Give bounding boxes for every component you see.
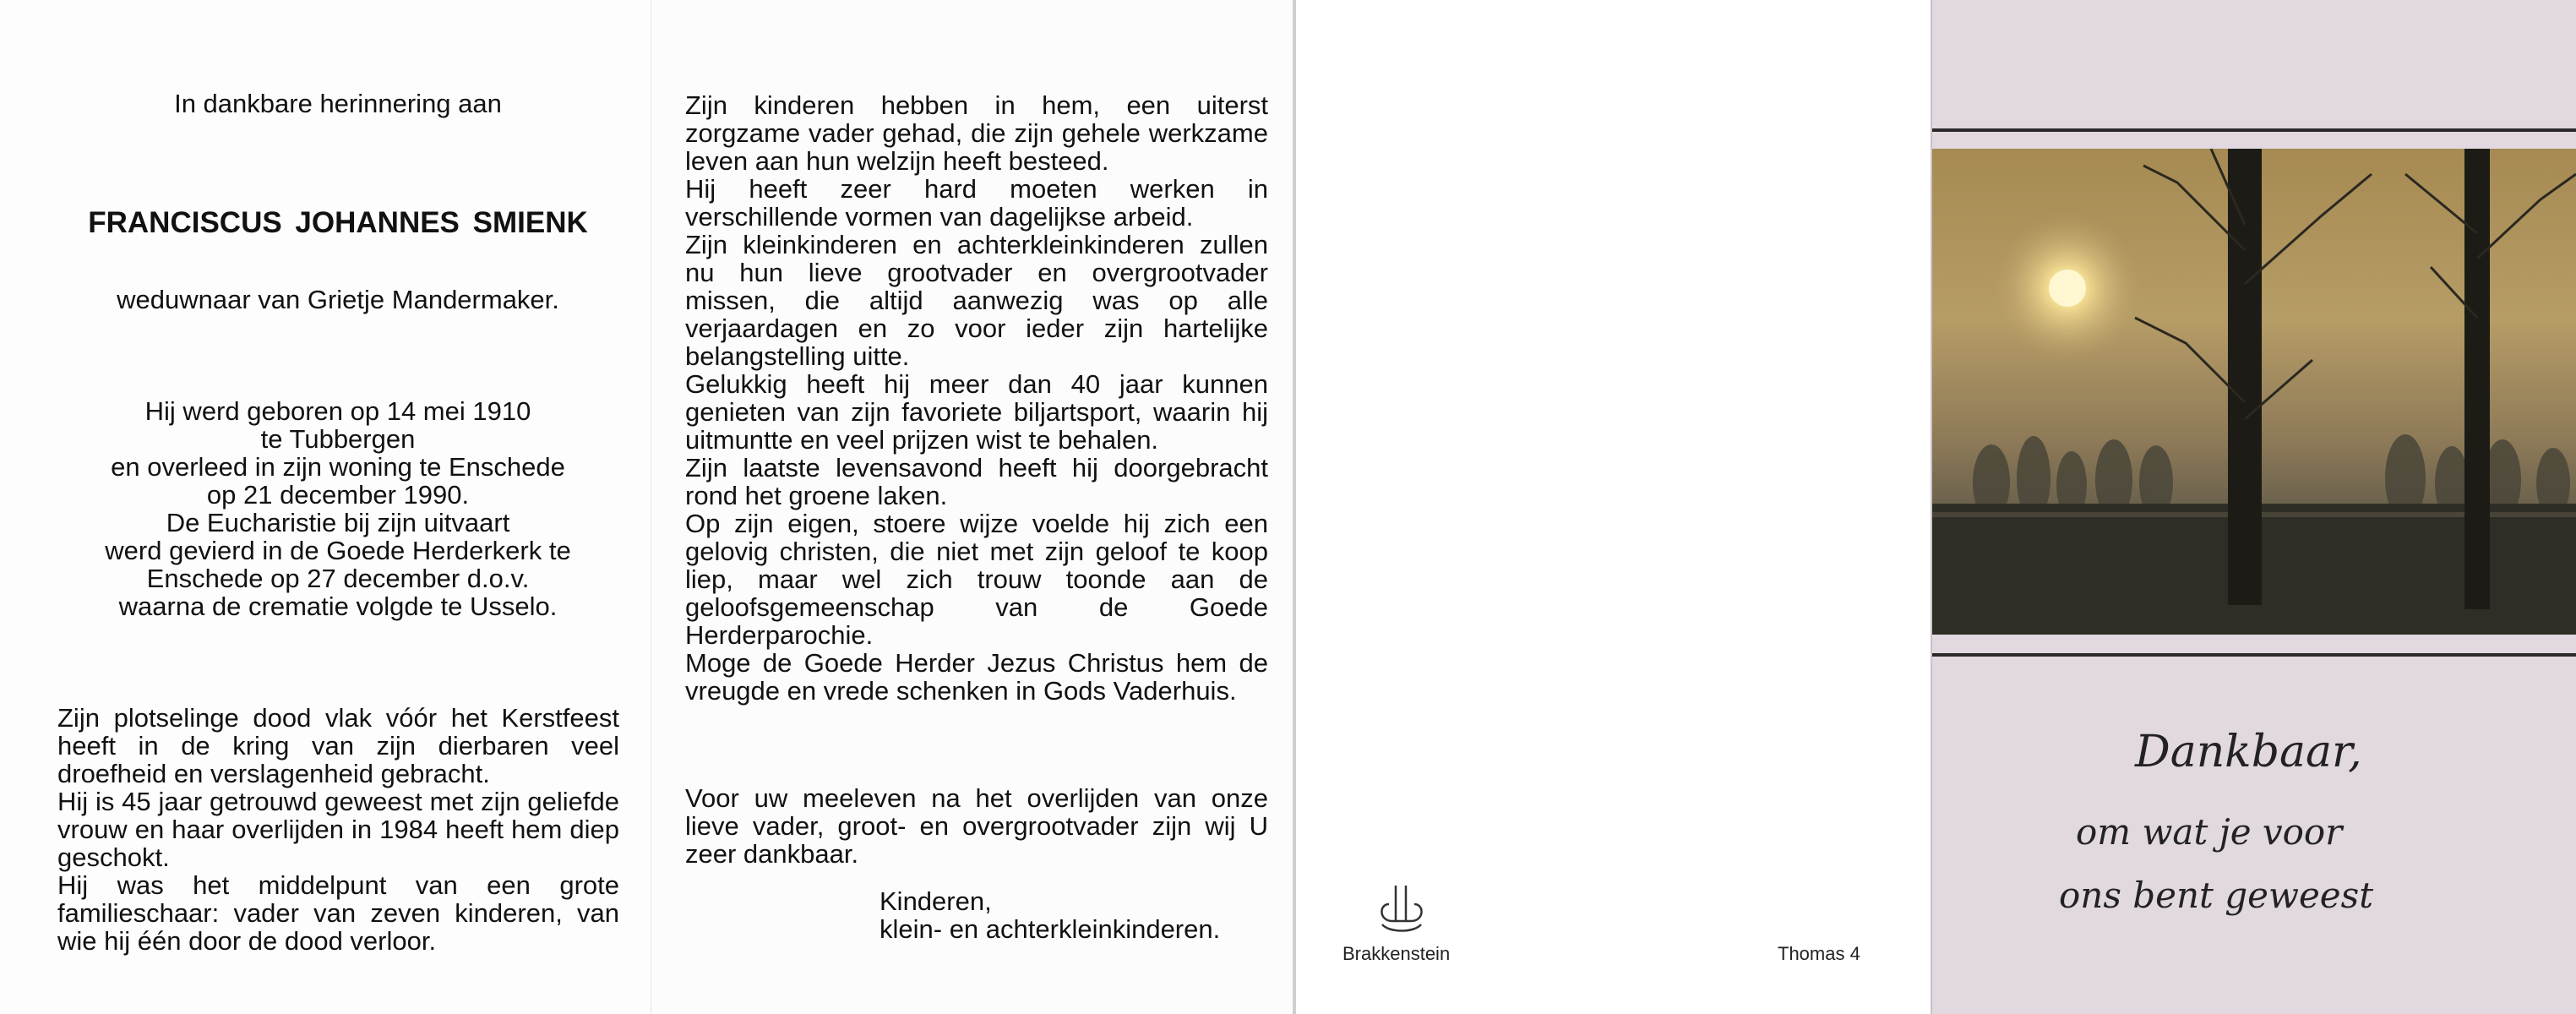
memorial-card-back-page	[1293, 0, 1931, 1014]
spouse-line: weduwnaar van Grietje Mandermaker.	[117, 285, 559, 314]
publisher-name: Brakkenstein	[1342, 943, 1451, 964]
motto-line-3: ons bent geweest	[2059, 875, 2374, 916]
signature: Kinderen, klein- en achterkleinkinderen.	[880, 886, 1221, 944]
memorial-card-left-page	[0, 0, 651, 1014]
landscape-photo	[1932, 149, 2576, 635]
memorial-card-middle-page	[651, 0, 1293, 1014]
bottom-rule	[1932, 653, 2576, 657]
life-details: Hij werd geboren op 14 mei 1910 te Tubbergen en overleed in zijn woning te Enschede op 21 december 1990. De Eucharistie bij zijn uitvaart werd gevierd in de Goede Herderkerk te Enschede op 27 december d.o.v. waarna de crematie volgde te Usselo.	[105, 396, 571, 621]
thanks-text: Voor uw meeleven na het overlijden van onze lieve vader, groot- en overgrootvader zijn wij U zeer dankbaar.	[685, 783, 1268, 869]
left-body-text: Zijn plotselinge dood vlak vóór het Kerstfeest heeft in de kring van zijn dierbaren veel droefheid en verslagenheid gebracht. Hij is 45 jaar getrouwd geweest met zijn geliefde vrouw en haar overlijden in 1984 heeft hem diep geschokt. Hij was het middelpunt van een grote familieschaar: vader van zeven kinderen, van wie hij één door de dood verloor.	[57, 703, 619, 956]
motto-line-1: Dankbaar,	[2135, 727, 2362, 777]
deceased-name: FRANCISCUS JOHANNES SMIENK	[88, 206, 588, 239]
memorial-card-front-cover	[1931, 0, 2576, 1014]
top-rule	[1932, 128, 2576, 132]
intro-text: In dankbare herinnering aan	[174, 89, 502, 118]
cover-motto	[2059, 727, 2498, 946]
motto-line-2: om wat je voor	[2076, 811, 2343, 853]
middle-body-text: Zijn kinderen hebben in hem, een uiterst zorgzame vader gehad, die zijn gehele werkzame leven aan hun welzijn heeft besteed. Hij heeft zeer hard moeten werken in verschillende vormen van dagelijkse arbeid. Zijn kleinkinderen en achterkleinkinderen zullen nu hun lieve grootvader en overgrootvader missen, die altijd aanwezig was op alle verjaardagen en zo voor ieder zijn hartelijke belangstelling uitte. Gelukkig heeft hij meer dan 40 jaar kunnen genieten van zijn favoriete biljartsport, waarin hij uitmuntte en veel prijzen wist te behalen. Zijn laatste levensavond heeft hij doorgebracht rond het groene laken. Op zijn eigen, stoere wijze voelde hij zich een gelovig christen, die niet met zijn geloof te koop liep, maar wel zich trouw toonde aan de geloofsgemeenschap van de Goede Herderparochie. Moge de Goede Herder Jezus Christus hem de vreugde en vrede schenken in Gods Vaderhuis.	[685, 90, 1268, 706]
publisher-logo-icon	[1364, 879, 1440, 938]
card-code: Thomas 4	[1778, 943, 1860, 964]
